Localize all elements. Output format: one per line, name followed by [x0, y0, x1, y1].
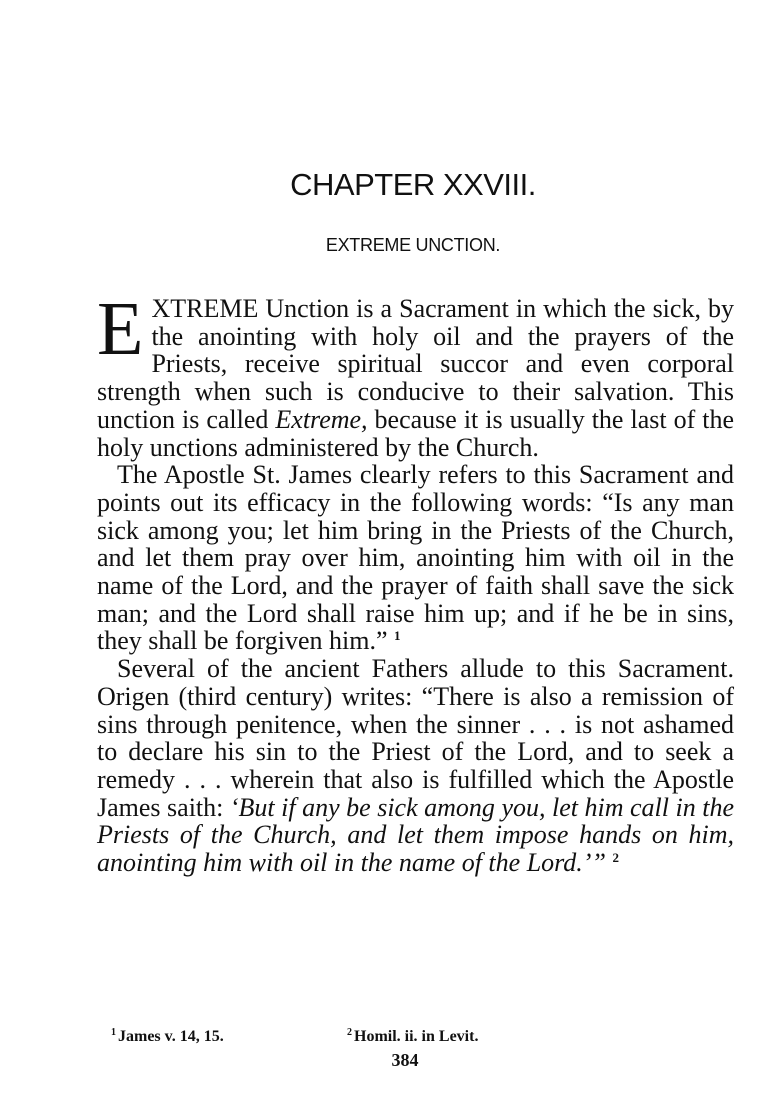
paragraph-2-text: The Apostle St. James clearly refers to this Sacrament and points out its efficacy in the following words: “Is any man sick among you; let him bring in the Priests of the Church, and let them pray over him, anointing him with oil in the name of the Lord, and the prayer of faith shall save the sick man; and the Lord shall raise him up; and if he be in sins, they shall be forgiven him.” — [97, 460, 734, 656]
footnote-ref-2: 2 — [612, 850, 619, 866]
drop-cap: E — [97, 287, 144, 371]
section-title: EXTREME UNCTION. — [325, 235, 501, 255]
paragraph-1-text-a: XTREME Unction is a Sacrament in which the sick, by the anointing with holy oil and the prayers of the Priests, receive spiritual succor and even corporal strength when such is conducive to their salvation. This unction is called — [97, 294, 734, 434]
page-number: 384 — [391, 1050, 419, 1070]
footnote-2-text: Homil. ii. in Levit. — [354, 1028, 479, 1045]
paragraph-3-text: Several of the ancient Fathers allude to this Sacrament. Origen (third century) writes: “There is also a remission of sins through penitence, when the sinner . . . is not ashamed to declare his sin to the Priest of the Lord, and to seek a remedy . . . wherein that also is fulfilled which the Apostle James saith: — [97, 654, 734, 822]
footnotes — [111, 1028, 711, 1050]
paragraph-2 — [97, 461, 734, 655]
paragraph-1-text-b: because it is usually the last of the holy unctions administered by the Church. — [97, 404, 734, 462]
paragraph-3 — [97, 655, 734, 877]
footnote-1-text: James v. 14, 15. — [118, 1028, 224, 1045]
paragraph-1 — [97, 287, 734, 462]
paragraph-1-emphasis: Extreme, — [275, 404, 368, 434]
body-text — [97, 287, 734, 878]
footnote-2-mark: 2 — [347, 1027, 352, 1038]
footnote-1-mark: 1 — [111, 1027, 116, 1038]
chapter-title: CHAPTER XXVIII. — [290, 167, 536, 202]
footnote-ref-1: 1 — [394, 628, 401, 644]
paragraph-3-quote: ‘But if any be sick among you, let him call in the Priests of the Church, and let them impose hands on him, anointing him with oil in the name of the Lord.’” — [97, 792, 734, 878]
footnote-2 — [347, 1028, 478, 1046]
footnote-1 — [111, 1028, 224, 1046]
